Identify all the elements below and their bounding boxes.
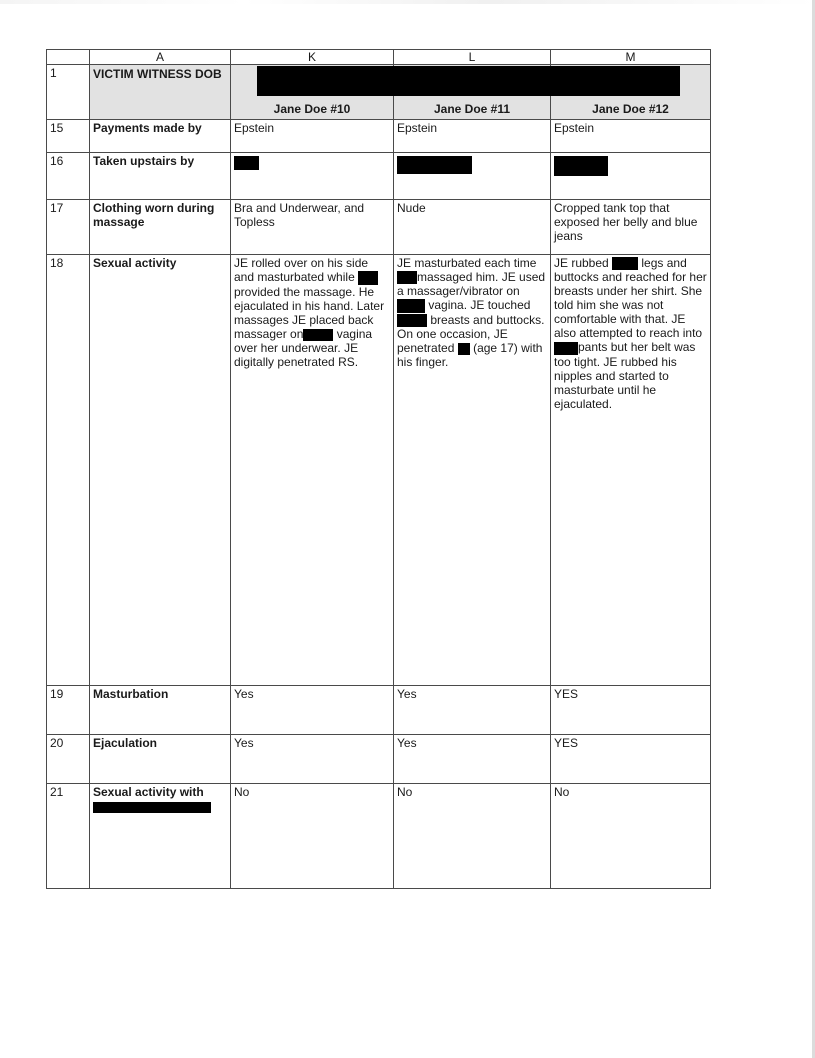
cell-m: YES <box>551 735 711 784</box>
row-label: Ejaculation <box>90 735 231 784</box>
redaction-block <box>397 271 417 284</box>
cell-k: Bra and Underwear, and Topless <box>231 200 394 255</box>
row-label: Taken upstairs by <box>90 153 231 200</box>
cell-m: Cropped tank top that exposed her belly and blue jeans <box>551 200 711 255</box>
table-row <box>47 200 711 255</box>
cell-l: Yes <box>394 686 551 735</box>
cell-l: Epstein <box>394 120 551 153</box>
cell-l: Nude <box>394 200 551 255</box>
column-header-l: L <box>394 50 551 65</box>
text-fragment: legs and buttocks and reached for her breasts under her shirt. She told him she was not comfortable with that. JE also attempted to reach into <box>554 256 707 341</box>
text-fragment: vagina over her underwear. JE digitally penetrated RS. <box>234 326 373 369</box>
redaction-block <box>234 156 259 170</box>
cell-k: Yes <box>231 686 394 735</box>
cell-l <box>394 255 551 686</box>
row-label-text: Sexual activity with <box>93 785 204 799</box>
cell-l <box>394 153 551 200</box>
corner-cell <box>47 50 90 65</box>
row-number: 15 <box>47 120 90 153</box>
cell-k <box>231 255 394 686</box>
text-fragment: provided the massage. He ejaculated in his hand. Later massages JE placed back massager on <box>234 284 385 341</box>
row-number: 18 <box>47 255 90 686</box>
row-label <box>90 784 231 889</box>
cell-l: No <box>394 784 551 889</box>
row-number-1: 1 <box>47 65 90 120</box>
row-number: 19 <box>47 686 90 735</box>
text-fragment: massaged him. JE used a massager/vibrator on <box>397 270 546 299</box>
table-row <box>47 153 711 200</box>
sexual-activity-text-k <box>234 256 390 369</box>
row-label: Masturbation <box>90 686 231 735</box>
redaction-block <box>554 342 578 355</box>
table-row <box>47 255 711 686</box>
redaction-block <box>303 329 333 341</box>
row-number: 20 <box>47 735 90 784</box>
table-row <box>47 686 711 735</box>
header-jane-doe-10: Jane Doe #10 <box>231 65 394 120</box>
cell-k <box>231 153 394 200</box>
column-header-k: K <box>231 50 394 65</box>
header-jane-doe-11: Jane Doe #11 <box>394 65 551 120</box>
sexual-activity-text-m <box>554 256 707 411</box>
victim-witness-dob-label: VICTIM WITNESS DOB <box>90 65 231 120</box>
cell-m <box>551 255 711 686</box>
header-jane-doe-12: Jane Doe #12 <box>551 65 711 120</box>
header-redaction-banner <box>257 66 680 96</box>
row-label: Sexual activity <box>90 255 231 686</box>
row-label: Payments made by <box>90 120 231 153</box>
cell-m: No <box>551 784 711 889</box>
redaction-block <box>554 156 608 176</box>
table-row <box>47 735 711 784</box>
cell-l: Yes <box>394 735 551 784</box>
text-fragment: (age 17) with his finger. <box>397 341 543 370</box>
cell-k: No <box>231 784 394 889</box>
row-number: 16 <box>47 153 90 200</box>
redaction-block <box>358 271 378 285</box>
table-row <box>47 120 711 153</box>
text-fragment: pants but her belt was too tight. JE rubbed his nipples and started to masturbate until he ejaculated. <box>554 340 696 411</box>
redaction-block <box>397 314 427 327</box>
redaction-block <box>397 156 472 174</box>
text-fragment: JE masturbated each time <box>397 256 537 270</box>
row-label: Clothing worn during massage <box>90 200 231 255</box>
redaction-block <box>458 343 470 355</box>
cell-m: Epstein <box>551 120 711 153</box>
cell-m <box>551 153 711 200</box>
text-fragment: breasts and buttocks. On one occasion, JE penetrated <box>397 313 545 356</box>
row-number: 17 <box>47 200 90 255</box>
column-header-m: M <box>551 50 711 65</box>
redaction-block <box>612 257 638 270</box>
text-fragment: JE rubbed <box>554 256 609 270</box>
cell-k: Epstein <box>231 120 394 153</box>
column-header-row <box>47 50 711 65</box>
text-fragment: JE rolled over on his side and masturbated while <box>234 256 369 284</box>
cell-m: YES <box>551 686 711 735</box>
spreadsheet-table <box>46 49 711 889</box>
redaction-block <box>93 802 211 813</box>
row-number: 21 <box>47 784 90 889</box>
cell-k: Yes <box>231 735 394 784</box>
scan-top-edge <box>0 0 815 4</box>
column-header-a: A <box>90 50 231 65</box>
sexual-activity-text-l <box>397 256 547 369</box>
table-row <box>47 784 711 889</box>
redaction-block <box>397 299 425 313</box>
text-fragment: vagina. JE touched <box>428 298 531 313</box>
